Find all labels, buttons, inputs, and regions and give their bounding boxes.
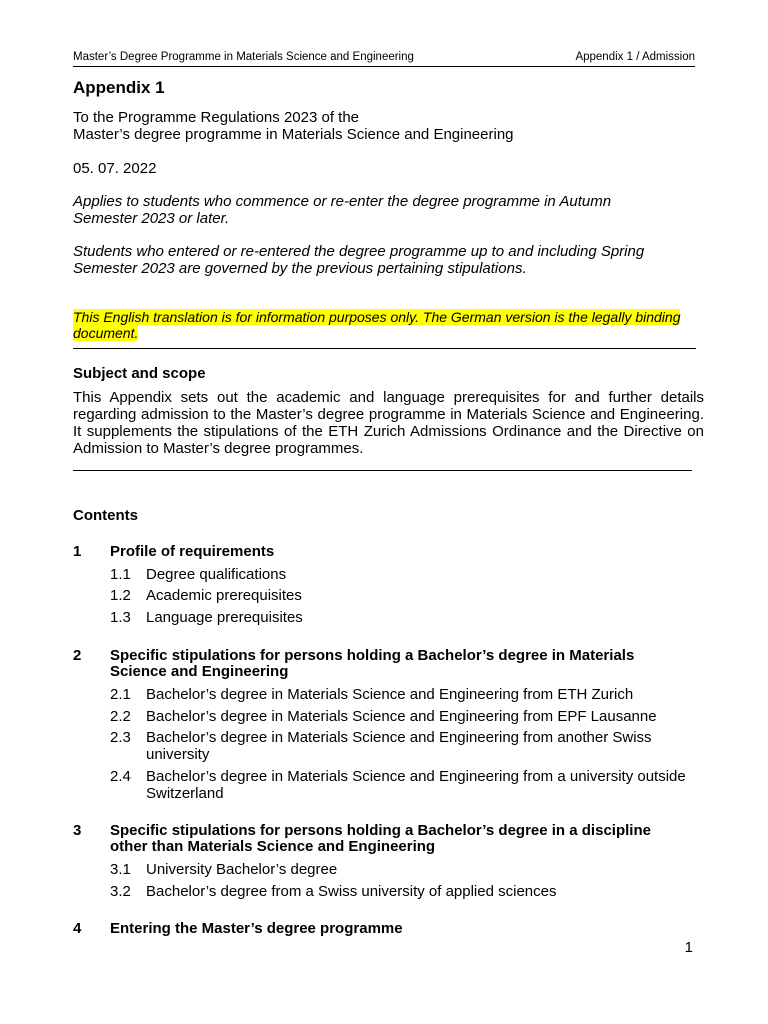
toc-item-number: 1.1 <box>110 566 131 583</box>
toc-item-number: 2.4 <box>110 768 131 785</box>
page-title: Appendix 1 <box>73 78 165 97</box>
toc-section-title: Specific stipulations for persons holding a Bachelor’s degree in Materials Science and Engineering <box>110 647 635 680</box>
document-date: 05. 07. 2022 <box>73 160 157 177</box>
toc-item-title: Academic prerequisites <box>146 587 302 604</box>
toc-item-title: University Bachelor’s degree <box>146 861 338 878</box>
divider-top <box>73 348 696 349</box>
translation-notice-line-1: This English translation is for information purposes only. The German version is the legally binding <box>73 309 681 325</box>
toc-item-title: Bachelor’s degree from a Swiss university of applied sciences <box>146 883 557 900</box>
header-programme-title: Master’s Degree Programme in Materials Science and Engineering <box>73 51 414 63</box>
translation-notice-line-2: document. <box>73 325 139 341</box>
toc-item-title: Bachelor’s degree in Materials Science and Engineering from another Swiss university <box>146 729 652 763</box>
toc-item-number: 3.2 <box>110 883 131 900</box>
intro-line-1: To the Programme Regulations 2023 of the <box>73 109 360 126</box>
toc-item-number: 1.2 <box>110 587 131 604</box>
toc-section-number: 1 <box>73 543 82 560</box>
header-section-label: Appendix 1 / Admission <box>575 51 695 63</box>
toc-item-title: Bachelor’s degree in Materials Science and Engineering from a university outside Switzerland <box>146 768 686 802</box>
scope-heading: Subject and scope <box>73 365 206 382</box>
toc-item-title: Bachelor’s degree in Materials Science and Engineering from ETH Zurich <box>146 686 634 703</box>
toc-section-number: 3 <box>73 822 82 839</box>
toc-item-number: 3.1 <box>110 861 131 878</box>
toc-item-number: 2.1 <box>110 686 131 703</box>
entered-line-1: Students who entered or re-entered the degree programme up to and including Spring <box>73 243 645 260</box>
entered-line-2: Semester 2023 are governed by the previous pertaining stipulations. <box>73 260 527 277</box>
scope-paragraph: This Appendix sets out the academic and language prerequisites for and further details regarding admission to the Master’s degree programme in Materials Science and Engineering. It supplements the stipulations of the ETH Zurich Admissions Ordinance and the Directive on Admission to Master’s degree programmes. <box>73 389 704 457</box>
contents-heading: Contents <box>73 507 138 524</box>
applies-line-1: Applies to students who commence or re-enter the degree programme in Autumn <box>73 193 612 210</box>
toc-item-number: 2.3 <box>110 729 131 746</box>
toc-item-title: Degree qualifications <box>146 566 287 583</box>
toc-item-title: Language prerequisites <box>146 609 303 626</box>
translation-notice <box>73 309 695 341</box>
toc-item-number: 1.3 <box>110 609 131 626</box>
toc-section-title: Entering the Master’s degree programme <box>110 920 403 937</box>
page-number: 1 <box>684 939 693 956</box>
running-header <box>73 50 695 67</box>
toc-section-number: 2 <box>73 647 82 664</box>
toc-item-title: Bachelor’s degree in Materials Science and Engineering from EPF Lausanne <box>146 708 657 725</box>
applies-line-2: Semester 2023 or later. <box>73 210 230 227</box>
toc-section-title: Specific stipulations for persons holding a Bachelor’s degree in a discipline other than Materials Science and Engineering <box>110 822 651 855</box>
toc-section-number: 4 <box>73 920 82 937</box>
toc-item-number: 2.2 <box>110 708 131 725</box>
divider-bottom <box>73 470 692 471</box>
intro-line-2: Master’s degree programme in Materials Science and Engineering <box>73 126 514 143</box>
toc-section-title: Profile of requirements <box>110 543 275 560</box>
